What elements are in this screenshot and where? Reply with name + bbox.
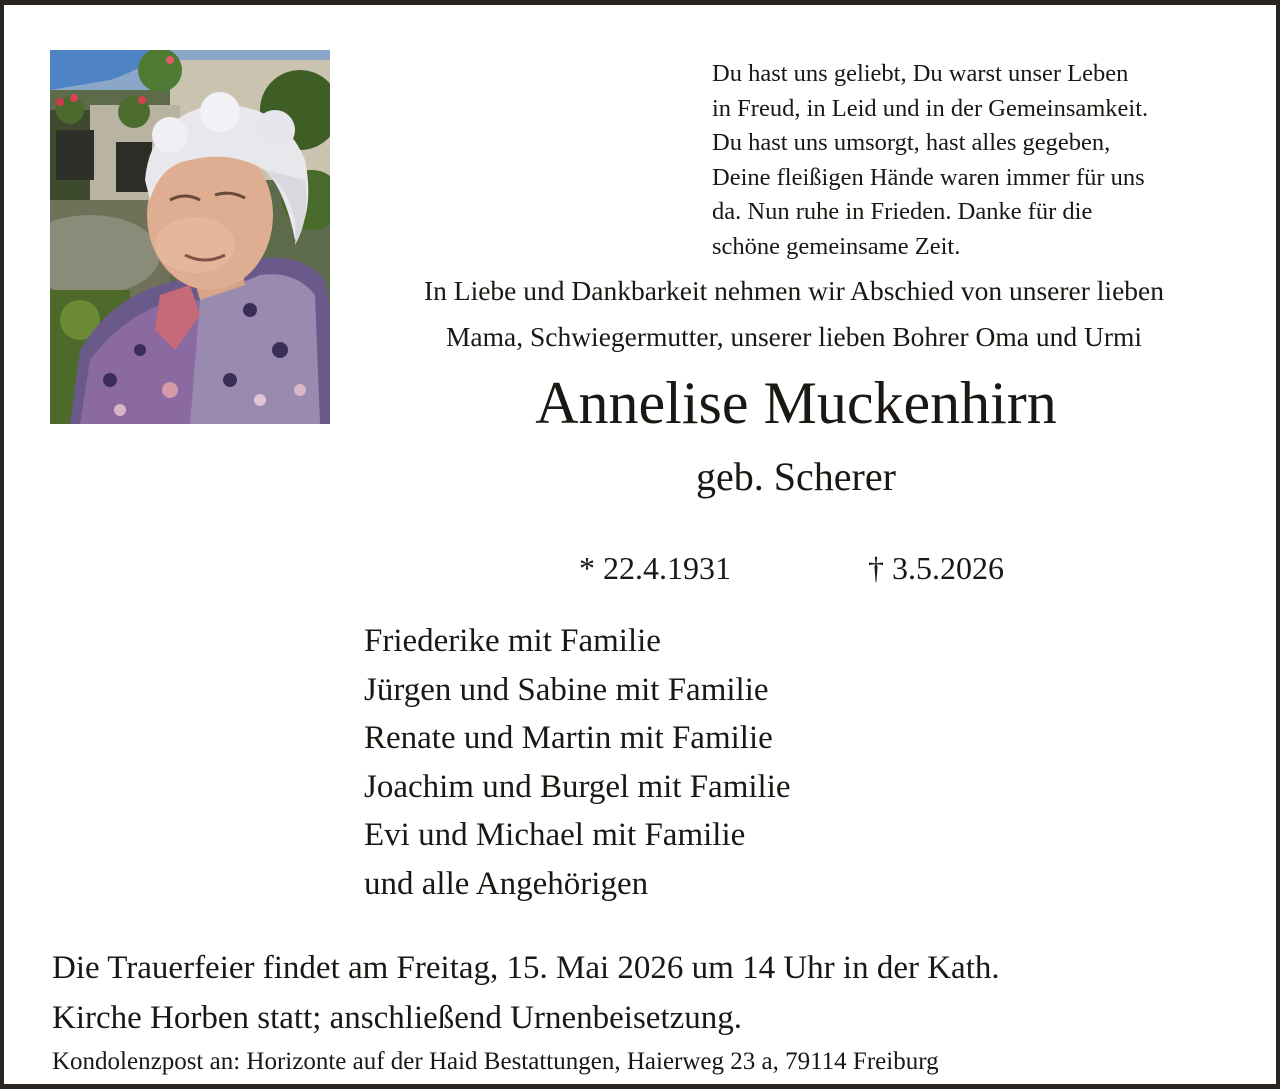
birth-date: * 22.4.1931: [579, 550, 731, 586]
condolence-address: Kondolenzpost an: Horizonte auf der Haid Bestattungen, Haierweg 23 a, 79114 Freiburg: [52, 1048, 939, 1075]
mourner-entry: Jürgen und Sabine mit Familie: [364, 671, 769, 708]
mourner-entry: Friederike mit Familie: [364, 623, 661, 659]
mourner-entry: und alle Angehörigen: [364, 865, 649, 902]
mourner-entry: Evi und Michael mit Familie: [364, 817, 746, 853]
birth-name: geb. Scherer: [696, 454, 896, 499]
deceased-name: Annelise Muckenhirn: [535, 370, 1057, 436]
farewell-intro-line: In Liebe und Dankbarkeit nehmen wir Abschied von unserer lieben: [424, 275, 1164, 306]
poem-line: Deine fleißigen Hände waren immer für uns: [712, 163, 1145, 191]
mourners-list: [364, 617, 791, 908]
mourner-entry: Joachim und Burgel mit Familie: [364, 768, 791, 805]
poem-line: Du hast uns umsorgt, hast alles gegeben,: [712, 129, 1111, 156]
funeral-service-info: [52, 943, 1000, 1043]
poem-line: da. Nun ruhe in Frieden. Danke für die: [712, 198, 1093, 225]
poem: [712, 57, 1148, 264]
service-line: Kirche Horben statt; anschließend Urnenbeisetzung.: [52, 1000, 743, 1036]
farewell-intro-line: Mama, Schwiegermutter, unserer lieben Bohrer Oma und Urmi: [445, 321, 1143, 352]
death-date: † 3.5.2026: [868, 550, 1004, 586]
service-line: Die Trauerfeier findet am Freitag, 15. Mai 2026 um 14 Uhr in der Kath.: [52, 950, 1000, 986]
poem-line: Du hast uns geliebt, Du warst unser Leben: [712, 60, 1129, 87]
poem-line: in Freud, in Leid und in der Gemeinsamkeit.: [712, 94, 1149, 122]
poem-line: schöne gemeinsame Zeit.: [712, 232, 961, 260]
portrait-photo: [50, 50, 330, 424]
mourner-entry: Renate und Martin mit Familie: [364, 720, 773, 756]
